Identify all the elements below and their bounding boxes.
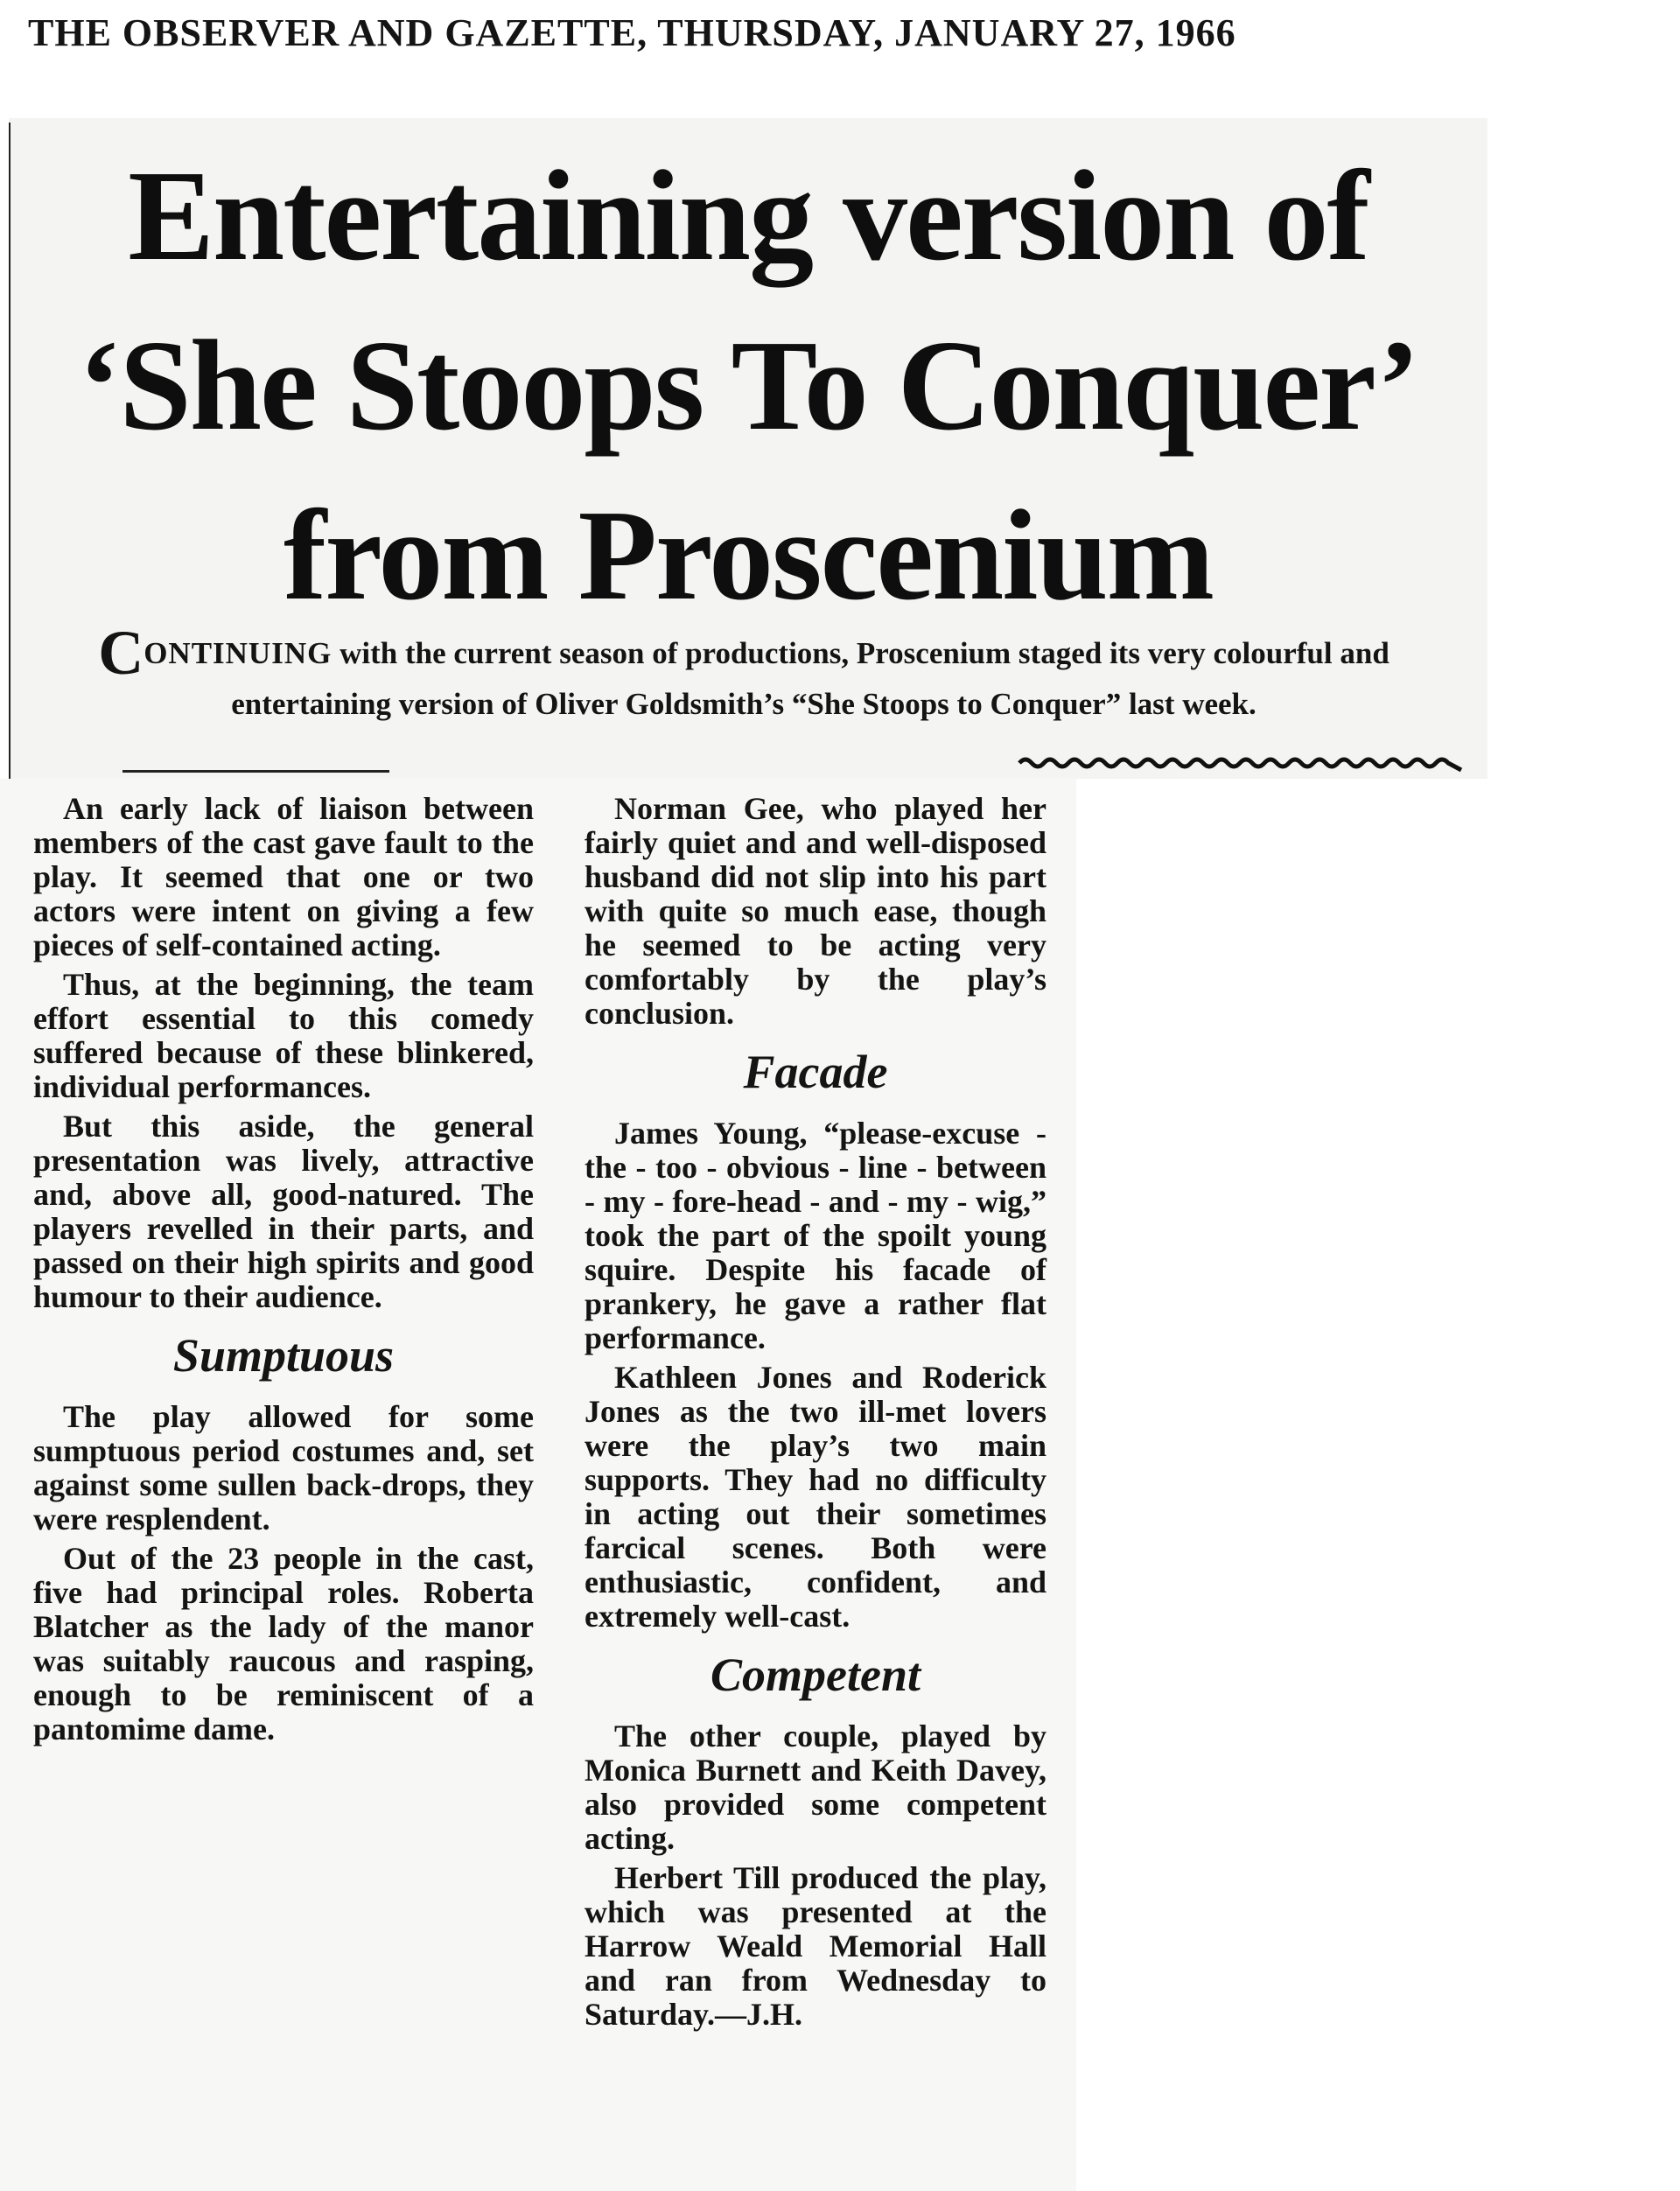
standfirst-text: with the current season of productions, Proscenium staged its very colourful and entertaining version of Oliver Goldsmith’s “She Stoops to Conquer” last week. <box>231 636 1390 721</box>
paragraph: An early lack of liaison between members of the cast gave fault to the play. It seemed that one or two actors were intent on giving a few pieces of self-contained acting. <box>33 791 534 962</box>
paragraph: Herbert Till produced the play, which was presented at the Harrow Weald Memorial Hall and ran from Wednesday to Saturday.—J.H. <box>584 1860 1046 2032</box>
paragraph: Kathleen Jones and Roderick Jones as the two ill-met lovers were the play’s two main supports. They had no difficulty in acting out their sometimes farcical scenes. Both were enthusiastic, confident, and extremely well-cast. <box>584 1360 1046 1634</box>
wavy-rule <box>1015 751 1470 777</box>
paragraph: The other couple, played by Monica Burnett and Keith Davey, also provided some competent acting. <box>584 1718 1046 1856</box>
masthead: THE OBSERVER AND GAZETTE, THURSDAY, JANUARY 27, 1966 <box>28 11 1236 54</box>
subheading-facade: Facade <box>743 1046 888 1098</box>
paragraph: James Young, “please-excuse - the - too - obvious - line - between - my - fore-head - and - my - wig,” took the part of the spoilt young squire. Despite his facade of prankery, he gave a rather flat performance. <box>584 1116 1046 1355</box>
subheading-sumptuous: Sumptuous <box>172 1329 395 1382</box>
paragraph: But this aside, the general presentation was lively, attractive and, above all, good-natured. The players revelled in their parts, and passed on their high spirits and good humour to their audience. <box>33 1109 534 1314</box>
drop-cap: C <box>98 618 144 688</box>
standfirst <box>35 618 1452 730</box>
standfirst-lead: ONTINUING <box>144 636 332 670</box>
headline <box>18 131 1479 640</box>
paragraph: Thus, at the beginning, the team effort essential to this comedy suffered because of these blinkered, individual performances. <box>33 967 534 1104</box>
left-edge-rule <box>9 122 10 783</box>
paragraph: Norman Gee, who played her fairly quiet and and well-disposed husband did not slip into his part with quite so much ease, though he seemed to be acting very comfortably by the play’s conclusion. <box>584 791 1046 1031</box>
headline-line-1: Entertaining version of <box>128 144 1368 288</box>
subheading-competent: Competent <box>710 1648 920 1701</box>
article-column-1 <box>33 792 534 1752</box>
short-rule <box>122 770 389 773</box>
headline-line-3: from Proscenium <box>283 484 1213 627</box>
headline-line-2: ‘She Stoops To Conquer’ <box>78 314 1418 458</box>
paragraph: Out of the 23 people in the cast, five had principal roles. Roberta Blatcher as the lady of the manor was suitably raucous and rasping, enough to be reminiscent of a pantomime dame. <box>33 1541 534 1746</box>
article-column-2 <box>584 792 1046 2037</box>
paragraph: The play allowed for some sumptuous period costumes and, set against some sullen back-drops, they were resplendent. <box>33 1399 534 1536</box>
